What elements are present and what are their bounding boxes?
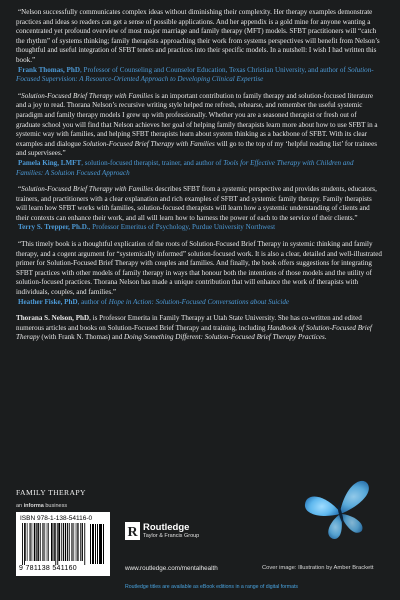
text-run: “This timely book is a thoughtful explication of the roots of Solution-Focused Brief Therapy in systemic thinking and family therapy, and a cogent argument for “systemically informed” solution-focused work. It is also a clear, detailed and well-illustrated primer for Solution-Focused Brief Therapy with couples and families. And finally, the book offers suggestions for integrating SFBT practices with other models of family therapy in ways that honour both the intentions of those models and the utility of solution-focused practices. Thorana Nelson has made a unique contribution that will enhance the work of therapists with individuals, couples, and families.” <box>16 240 382 297</box>
barcode-bar <box>48 523 49 561</box>
reviewer-name: Frank Thomas, PhD <box>18 65 80 74</box>
text-run: describes SFBT from a systemic perspective and provides students, educators, trainers, and practitioners with a clear explanation and rich examples of SFBT and systemic family therapy. Family therapists will learn how SFBT works with families, solution-focused therapists will learn how a systemic understanding of clients and their contexts can enhance their work, and all will learn how to harness the power of each to the service of their clients.” <box>16 185 377 222</box>
barcode-bar <box>59 523 61 561</box>
barcode-digits: 9 781138 541160 <box>19 565 77 572</box>
butterfly-illustration-icon <box>300 470 380 550</box>
italic-title: Handbook of Solution-Focused Brief Therapy <box>16 323 372 342</box>
publisher-name: Routledge <box>143 522 190 533</box>
publisher-group: Taylor & Francis Group <box>143 533 200 539</box>
text-run: “ <box>18 185 22 194</box>
svg-text:R: R <box>127 525 138 540</box>
barcode-bar <box>34 523 36 561</box>
reviewer-name: Pamela King, LMFT <box>18 158 82 167</box>
text-run: “ <box>18 91 22 100</box>
publisher-website-link[interactable]: www.routledge.com/mentalhealth <box>125 565 218 572</box>
barcode-bar <box>51 523 53 561</box>
review-attribution <box>16 159 382 178</box>
barcode-bar <box>63 523 64 561</box>
text-run: . <box>324 333 327 342</box>
text-run: (with Frank N. Thomas) and <box>39 333 125 342</box>
barcode-bar <box>22 523 23 565</box>
review-block <box>16 185 382 233</box>
routledge-logo-icon <box>125 522 140 540</box>
text-run: will go to the top of my ‘helpful reading list’ for trainees and supervisees.” <box>16 139 377 158</box>
category-label: FAMILY THERAPY <box>16 488 86 497</box>
informa-brand: informa <box>23 503 44 509</box>
informa-prefix: an <box>16 503 24 509</box>
review-quote <box>16 92 382 159</box>
reviewer-credentials: , author of <box>77 297 109 306</box>
reviewer-credentials: , Professor Emeritus of Psychology, Purdue University Northwest <box>88 223 276 232</box>
text-run: is an important contribution to family therapy and solution-focused literature and a joy to read. Thorana Nelson’s recursive writing style helped me refresh, rehearse, and remember the useful systemic paradigm and family therapy models I grew up with professionally. Whether you are a seasoned therapist or fresh out of graduate school you will find that Nelson achieves her goal of helping family therapists learn more about how to use SFBT in a systemic way with families, and helping SFBT therapists learn about system thinking as a backbone of SFBT. With its clear examples and dialogue <box>16 91 378 148</box>
barcode-bar <box>25 523 26 561</box>
barcode-bar <box>80 523 81 561</box>
barcode-bar <box>82 523 83 561</box>
text-run: , is Professor Emerita in Family Therapy at Utah State University. She has co-written and edited numerous articles and books on Solution-Focused Brief Therapy and training, including <box>16 314 362 332</box>
review-block <box>16 8 382 85</box>
barcode-bar <box>69 523 70 561</box>
barcode-bar <box>24 523 25 565</box>
barcode-bar <box>67 523 68 561</box>
review-block <box>16 92 382 178</box>
barcode-bar <box>42 523 43 561</box>
informa-business-label <box>16 503 67 509</box>
review-attribution <box>16 66 382 85</box>
barcode-icon <box>20 523 86 565</box>
reviewer-book-title: Tools for Effective Therapy with Children and Families: A Solution Focused Approach <box>16 158 354 177</box>
barcode-panel <box>16 512 110 576</box>
barcode-bar <box>54 523 55 561</box>
reviewer-book-title: Solution-Focused Supervision: A Resource-Oriented Approach to Developing Clinical Expertise <box>16 65 374 84</box>
barcode-bar <box>76 523 77 561</box>
price-barcode-icon <box>90 524 106 564</box>
barcode-bar <box>65 523 66 561</box>
barcode-bar <box>55 523 56 565</box>
barcode-bar <box>73 523 74 561</box>
barcode-bar <box>40 523 41 561</box>
italic-title: Doing Something Different: Solution-Focused Brief Therapy Practices <box>124 333 325 342</box>
reviewer-name: Heather Fiske, PhD <box>18 297 78 306</box>
review-block <box>16 240 382 307</box>
barcode-bar <box>71 523 72 561</box>
review-quote <box>16 240 382 298</box>
isbn-text: ISBN 978-1-138-54116-0 <box>20 515 93 522</box>
barcode-bar <box>47 523 48 561</box>
reviewer-book-title: Hope in Action: Solution-Focused Conversations about Suicide <box>108 297 290 306</box>
ebook-availability-note: Routledge titles are available as eBook editions in a range of digital formats <box>125 584 299 590</box>
barcode-bar <box>30 523 31 561</box>
review-attribution <box>16 298 382 308</box>
barcode-bar <box>84 523 85 565</box>
cover-image-credit: Cover image: Illustration by Amber Brackett <box>262 565 374 571</box>
italic-title: Solution-Focused Brief Therapy with Families <box>82 139 215 148</box>
italic-title: Solution-Focused Brief Therapy with Families <box>21 185 154 194</box>
reviews-list <box>16 8 382 307</box>
review-attribution <box>16 223 382 233</box>
barcode-bar <box>77 523 78 561</box>
barcode-bar <box>32 523 33 561</box>
barcode-bar <box>27 523 28 561</box>
reviewer-name: Terry S. Trepper, Ph.D. <box>18 223 89 232</box>
bio-author-name: Thorana S. Nelson, PhD <box>16 314 90 323</box>
barcode-bar <box>38 523 39 561</box>
barcode-bar <box>36 523 37 561</box>
reviewer-credentials: , Professor of Counseling and Counselor Education, Texas Christian University, and author of <box>79 65 348 74</box>
italic-title: Solution-Focused Brief Therapy with Families <box>21 91 154 100</box>
barcode-bar <box>44 523 45 561</box>
author-bio <box>16 314 382 343</box>
text-run: “Nelson successfully communicates complex ideas without diminishing their complexity. Her therapy examples demonstrate practices and ideas so readers can get a sense of possible applications. And her appendix is a gold mine for anyone wanting a concentrated yet profound overview of most major marriage and family therapy (MFT) models. SFBT practitioners will “catch the rhythm” of systems thinking; family therapists approaching their work from systems perspectives will benefit from Nelson’s thoughtful and useful integration of SFBT tenets and practices into their specific models. In a nutshell: I wish I had written this book.” <box>16 8 380 64</box>
cover-text-block <box>16 8 382 343</box>
barcode-bar <box>61 523 62 561</box>
reviewer-credentials: , solution-focused therapist, trainer, and author of <box>81 158 224 167</box>
informa-suffix: business <box>43 503 68 509</box>
barcode-bar <box>57 523 58 565</box>
review-quote <box>16 185 382 223</box>
review-quote <box>16 8 382 66</box>
